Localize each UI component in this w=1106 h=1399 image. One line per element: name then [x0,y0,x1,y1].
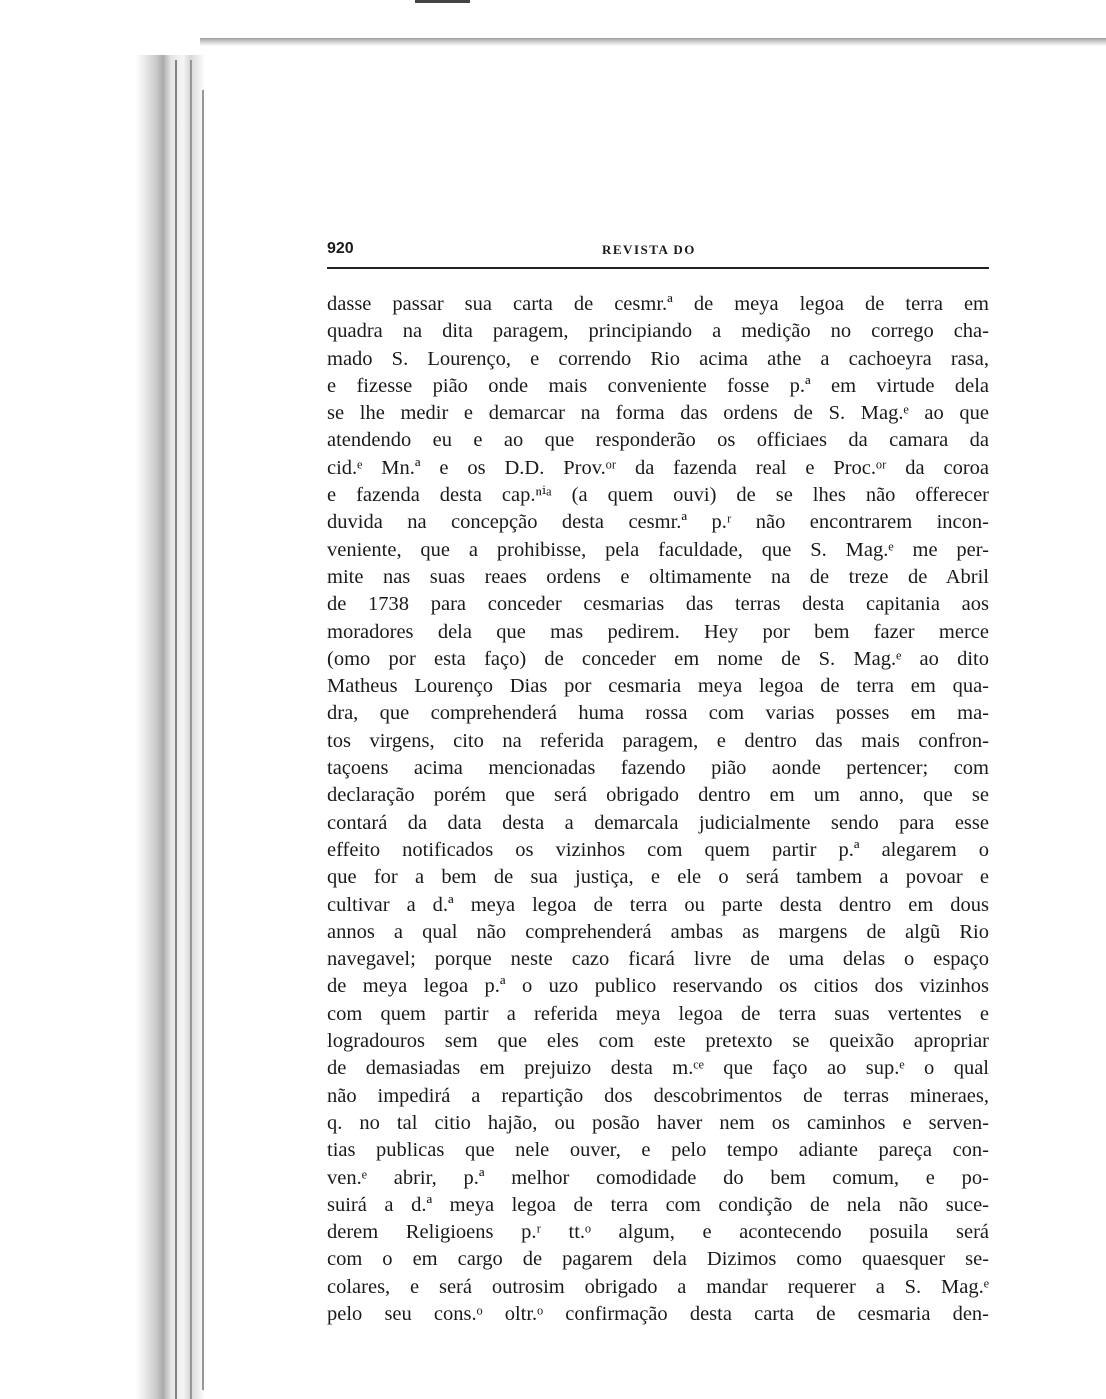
text-line: dra, que comprehenderá huma rossa com varias posses em ma- [327,702,989,725]
text-line: tias publicas que nele ouver, e pelo tempo adiante pareça con- [327,1139,989,1162]
running-head: REVISTA DO [602,242,696,257]
text-line: q. no tal citio hajão, ou posão haver nem os caminhos e serven- [327,1111,989,1134]
text-line: ven.ᵉ abrir, p.ª melhor comodidade do bem comum, e po- [327,1166,989,1189]
scan-page-edge [200,38,1106,46]
text-line: de meya legoa p.ª o uzo publico reservando os citios dos vizinhos [327,975,989,998]
text-line: derem Religioens p.ʳ tt.ᵒ algum, e acontecendo posuila será [327,1221,989,1244]
text-line: com quem partir a referida meya legoa de terra suas vertentes e [327,1002,989,1025]
text-line: de demasiadas em prejuizo desta m.ᶜᵉ que faço ao sup.ᵉ o qual [327,1057,989,1080]
text-line: logradouros sem que eles com este pretexto se queixão apropriar [327,1030,989,1053]
text-line: moradores dela que mas pedirem. Hey por bem fazer merce [327,620,989,643]
text-line: veniente, que a prohibisse, pela faculdade, que S. Mag.ᵉ me per- [327,538,989,561]
text-line: duvida na concepção desta cesmr.ª p.ʳ não encontrarem incon- [327,511,989,534]
scan-edge-mark [415,0,470,3]
page-header [327,240,989,266]
text-line: de 1738 para conceder cesmarias das terras desta capitania aos [327,593,989,616]
text-line: pelo seu cons.ᵒ oltr.ᵒ confirmação desta carta de cesmaria den- [327,1302,989,1325]
gutter-line [175,60,177,1399]
text-line: effeito notificados os vizinhos com quem partir p.ª alegarem o [327,838,989,861]
text-line: annos a qual não comprehenderá ambas as margens de algũ Rio [327,920,989,943]
text-line: com o em cargo de pagarem dela Dizimos como quaesquer se- [327,1248,989,1271]
text-line: (omo por esta faço) de conceder em nome de S. Mag.ᵉ ao dito [327,647,989,670]
text-line: cid.ᵉ Mn.ª e os D.D. Prov.ᵒʳ da fazenda real e Proc.ᵒʳ da coroa [327,456,989,479]
text-line: colares, e será outrosim obrigado a mandar requerer a S. Mag.ᵉ [327,1275,989,1298]
gutter-line [202,90,204,1390]
text-line: mite nas suas reaes ordens e oltimamente na de treze de Abril [327,565,989,588]
text-line: contará da data desta a demarcala judicialmente sendo para esse [327,811,989,834]
header-rule [327,267,989,269]
text-line: declaração porém que será obrigado dentro em um anno, que se [327,784,989,807]
text-line: mado S. Lourenço, e correndo Rio acima athe a cachoeyra rasa, [327,347,989,370]
text-line: cultivar a d.ª meya legoa de terra ou parte desta dentro em dous [327,893,989,916]
text-line: navegavel; porque neste cazo ficará livre de uma delas o espaço [327,948,989,971]
text-line: e fazenda desta cap.ⁿⁱᵃ (a quem ouvi) de se lhes não offerecer [327,484,989,507]
text-line: não impedirá a repartição dos descobrimentos de terras mineraes, [327,1084,989,1107]
text-line: suirá a d.ª meya legoa de terra com condição de nela não suce- [327,1193,989,1216]
text-line: quadra na dita paragem, principiando a medição no corrego cha- [327,320,989,343]
text-line: se lhe medir e demarcar na forma das ordens de S. Mag.ᵉ ao que [327,402,989,425]
text-line: que for a bem de sua justiça, e ele o será tambem a povoar e [327,866,989,889]
text-line: taçoens acima mencionadas fazendo pião aonde pertencer; com [327,757,989,780]
text-line: tos virgens, cito na referida paragem, e dentro das mais confron- [327,729,989,752]
book-gutter-shadow [135,55,205,1399]
text-line: atendendo eu e ao que responderão os officiaes da camara da [327,429,989,452]
body-text [327,291,989,1328]
text-line: e fizesse pião onde mais conveniente fosse p.ª em virtude dela [327,374,989,397]
text-line: Matheus Lourenço Dias por cesmaria meya legoa de terra em qua- [327,675,989,698]
page-number: 920 [327,240,354,257]
gutter-line [190,60,192,1399]
text-line: dasse passar sua carta de cesmr.ª de meya legoa de terra em [327,293,989,315]
